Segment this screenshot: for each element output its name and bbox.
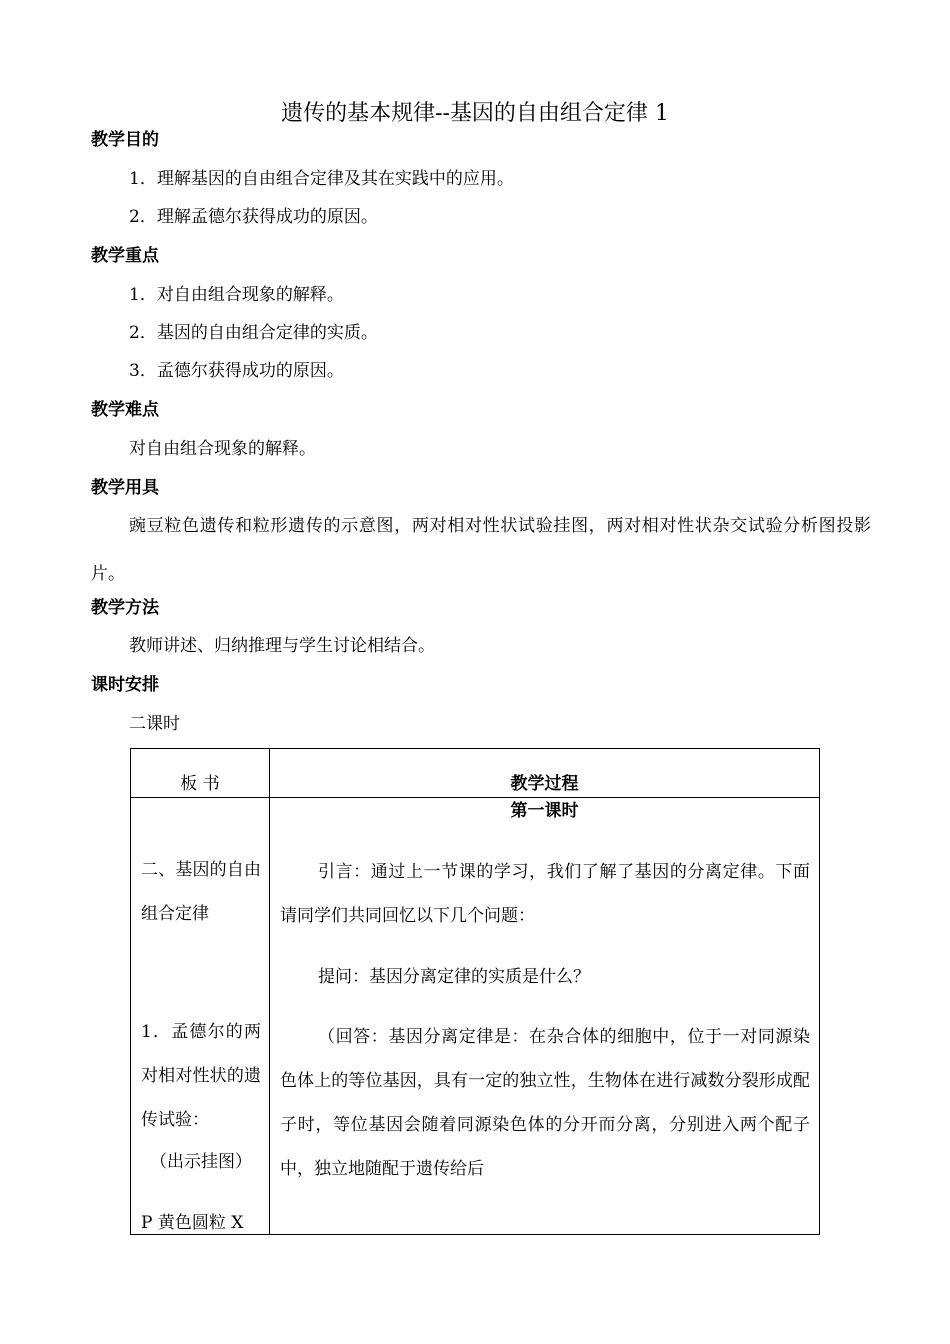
process-paragraph-1: 引言：通过上一节课的学习，我们了解了基因的分离定律。下面请同学们共同回忆以下几个问题：: [280, 862, 810, 926]
tools-text: 豌豆粒色遗传和粒形遗传的示意图，两对相对性状试验挂图，两对相对性状杂交试验分析图投影片。: [91, 516, 871, 584]
process-paragraph-3: （回答：基因分离定律是：在杂合体的细胞中，位于一对同源染色体上的等位基因，具有一定的独立性，生物体在进行减数分裂形成配子时，等位基因会随着同源染色体的分开而分离，分别进入两个配子中，独立地随配于遗传给后: [280, 1027, 810, 1179]
objective-item-1: 1．理解基因的自由组合定律及其在实践中的应用。: [129, 169, 514, 189]
heading-objectives: 教学目的: [91, 130, 159, 150]
table-header-board: 板 书: [180, 774, 220, 794]
method-text: 教师讲述、归纳推理与学生讨论相结合。: [129, 636, 435, 656]
difficulty-text: 对自由组合现象的解释。: [129, 439, 316, 459]
key-point-item-1: 1．对自由组合现象的解释。: [129, 285, 344, 305]
heading-difficulty: 教学难点: [91, 400, 159, 420]
board-block-4: P 黄色圆粒 X: [141, 1213, 244, 1233]
key-point-item-2: 2．基因的自由组合定律的实质。: [129, 323, 378, 343]
board-block-1: 二、基因的自由组合定律: [141, 860, 261, 924]
process-paragraph-2: 提问：基因分离定律的实质是什么？: [318, 967, 590, 987]
heading-schedule: 课时安排: [91, 675, 159, 695]
board-block-3: （出示挂图）: [150, 1152, 252, 1172]
heading-key-points: 教学重点: [91, 246, 159, 266]
key-point-item-3: 3．孟德尔获得成功的原因。: [129, 361, 344, 381]
objective-item-2: 2．理解孟德尔获得成功的原因。: [129, 207, 378, 227]
heading-method: 教学方法: [91, 598, 159, 618]
board-block-2: 1．孟德尔的两对相对性状的遗传试验：: [141, 1022, 261, 1130]
lesson-table: [130, 748, 820, 1235]
schedule-text: 二课时: [129, 714, 180, 734]
table-header-process: 教学过程: [510, 774, 579, 794]
table-header-divider: [131, 797, 819, 798]
lesson-subheader: 第一课时: [510, 801, 579, 821]
heading-tools: 教学用具: [91, 478, 159, 498]
document-title: 遗传的基本规律--基因的自由组合定律 1: [281, 101, 669, 126]
